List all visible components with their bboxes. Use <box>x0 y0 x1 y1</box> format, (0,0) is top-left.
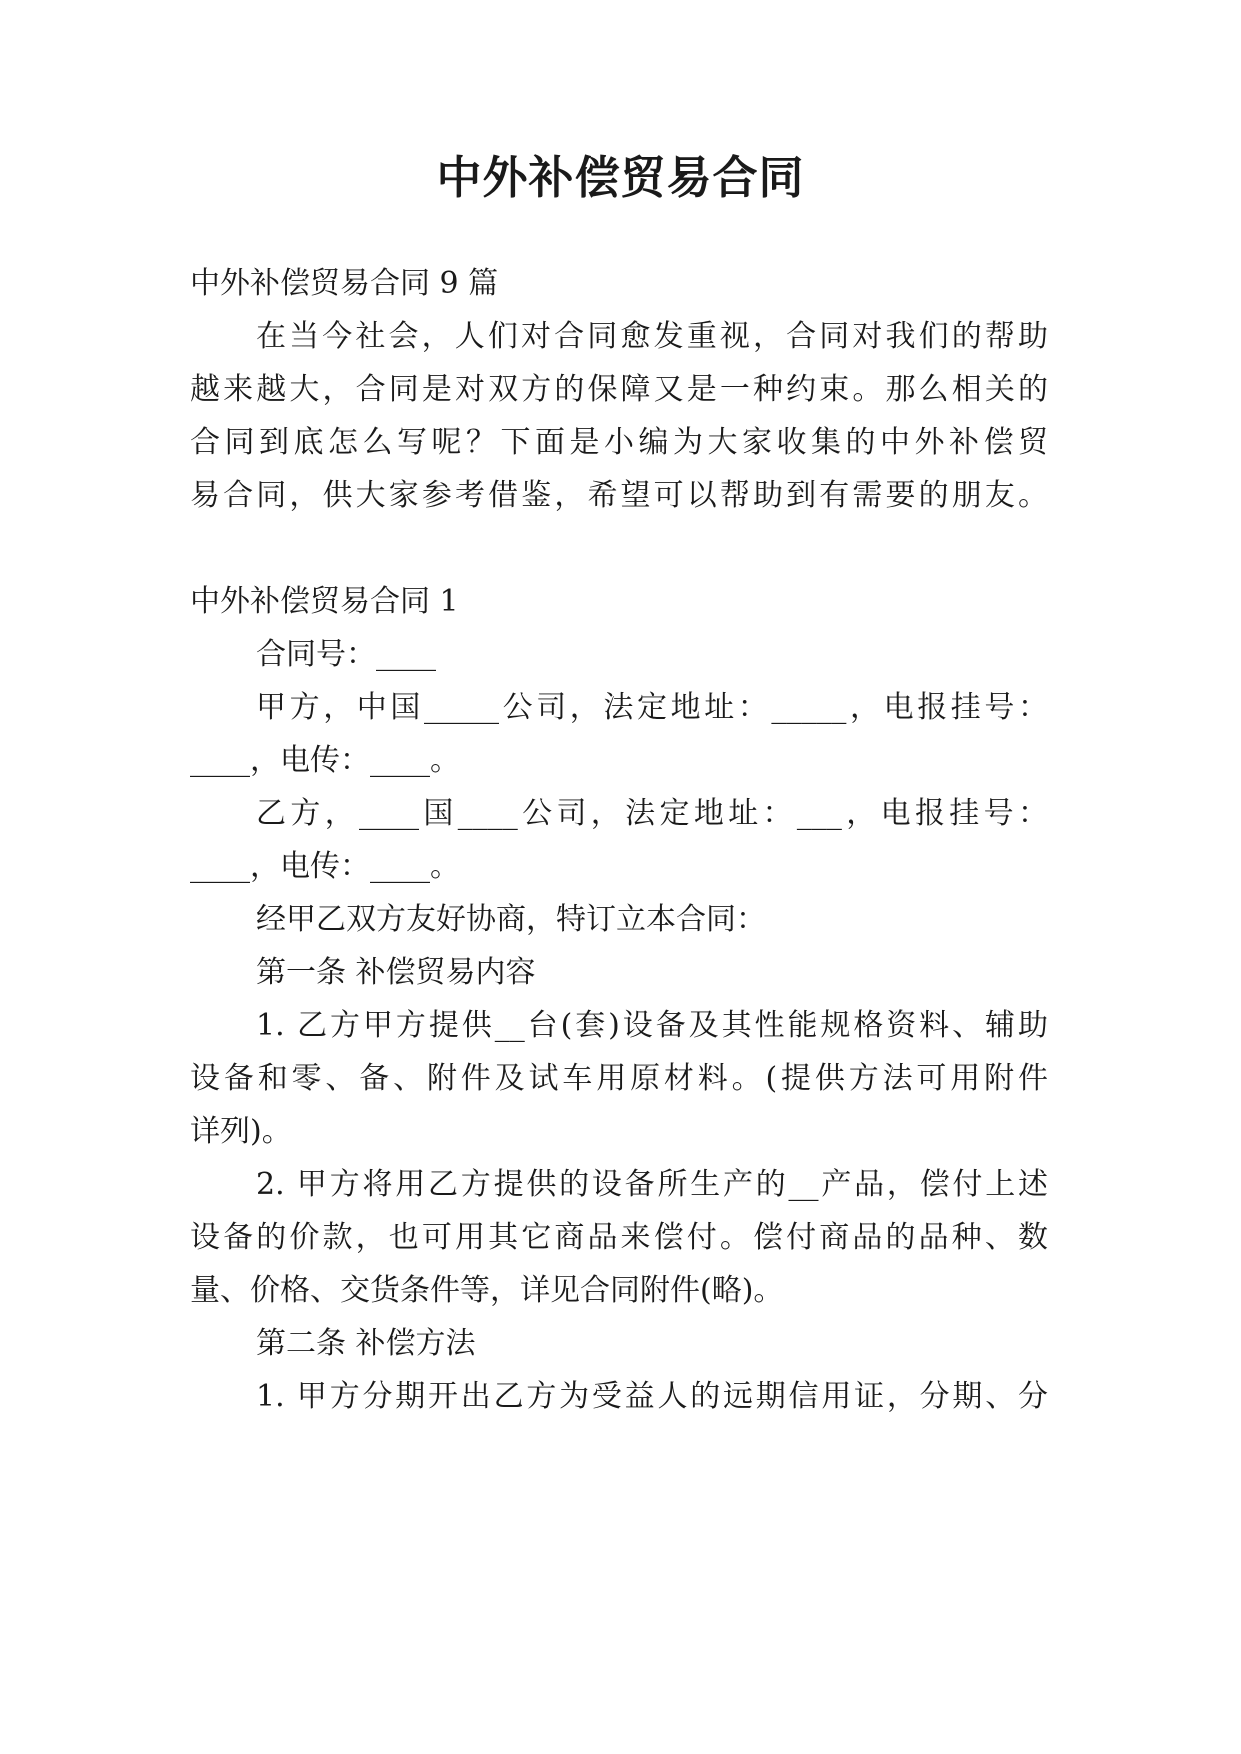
party-b-line: ____，电传：____。 <box>190 849 460 884</box>
party-b-line: 乙方，____国____公司，法定地址：___，电报挂号： <box>256 796 1048 831</box>
intro-paragraph-line: 越来越大，合同是对双方的保障又是一种约束。那么相关的 <box>190 372 1048 407</box>
clause-line: 1. 乙方甲方提供__台(套)设备及其性能规格资料、辅助 <box>256 1008 1048 1043</box>
clause-line: 详列)。 <box>190 1114 292 1149</box>
intro-paragraph-line: 在当今社会，人们对合同愈发重视，合同对我们的帮助 <box>256 319 1048 354</box>
agreement-statement: 经甲乙双方友好协商，特订立本合同： <box>256 902 766 937</box>
party-a-line: 甲方，中国_____公司，法定地址：_____，电报挂号： <box>256 690 1048 725</box>
section-heading: 中外补偿贸易合同 1 <box>190 584 459 619</box>
clause-line: 1. 甲方分期开出乙方为受益人的远期信用证，分期、分 <box>256 1379 1048 1414</box>
clause-line: 量、价格、交货条件等，详见合同附件(略)。 <box>190 1273 784 1308</box>
clause-line: 设备的价款，也可用其它商品来偿付。偿付商品的品种、数 <box>190 1220 1048 1255</box>
document-subtitle: 中外补偿贸易合同 9 篇 <box>190 266 499 301</box>
party-a-line: ____，电传：____。 <box>190 743 460 778</box>
clause-line: 2. 甲方将用乙方提供的设备所生产的__产品，偿付上述 <box>256 1167 1048 1202</box>
intro-paragraph-line: 合同到底怎么写呢？下面是小编为大家收集的中外补偿贸 <box>190 425 1048 460</box>
clause-line: 设备和零、备、附件及试车用原材料。(提供方法可用附件 <box>190 1061 1048 1096</box>
article-heading: 第一条 补偿贸易内容 <box>256 955 536 990</box>
article-heading: 第二条 补偿方法 <box>256 1326 476 1361</box>
contract-number-line: 合同号：____ <box>256 637 436 672</box>
document-title: 中外补偿贸易合同 <box>436 151 805 204</box>
intro-paragraph-line: 易合同，供大家参考借鉴，希望可以帮助到有需要的朋友。 <box>190 478 1048 513</box>
